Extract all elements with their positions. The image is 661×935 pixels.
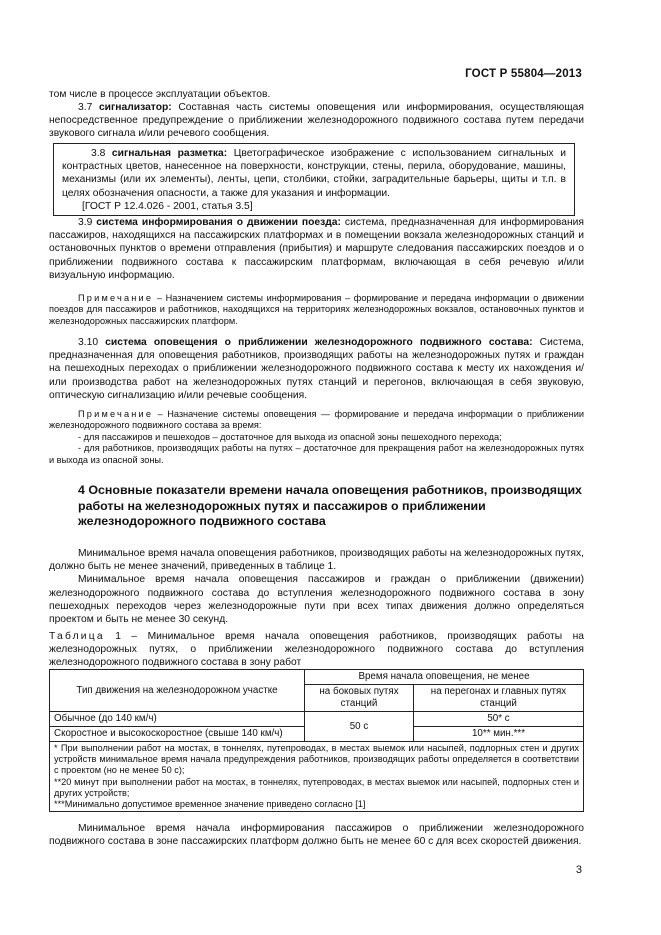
table-1 (49, 669, 584, 812)
note-item: - для пассажиров и пешеходов – достаточное для выхода из опасной зоны пешеходного перехода; (78, 431, 502, 442)
col-header-type: Тип движения на железнодорожном участке (50, 670, 305, 712)
footnote: * При выполнении работ на мостах, в тоннелях, путепроводах, в местах выемок или насыпей, подлорных стен и других устройств минимальное время начала предупреждения работников, производящих работы определяется в соответствии с проектом (но не менее 50 с); (54, 743, 579, 776)
footnote: ***Минимально допустимое временное значение приведено согласно [1] (54, 799, 366, 810)
note-label: Примечание (78, 293, 154, 303)
cell-type: Скоростное и высокоскоростное (свыше 140 км/ч) (50, 727, 305, 742)
def-number: 3.7 (78, 102, 99, 113)
col-header-time: Время начала оповещения, не менее (305, 670, 584, 685)
definition-3-7 (49, 101, 584, 141)
paragraph: Минимальное время начала оповещения работников, производящих работы на железнодорожных путях, должно быть не менее значений, приведенных в таблице 1. (49, 548, 584, 573)
def-term: сигнальная разметка: (111, 148, 228, 159)
section-4-heading (78, 483, 584, 530)
table-header-row (50, 670, 584, 685)
page-number: 3 (575, 864, 582, 876)
section-title: Основные показатели времени начала оповещения работников, производящих работы на железнодорожных путях и пассажиров о приближении железнодорожного подвижного состава (78, 483, 582, 528)
col-header-main: на перегонах и главных путях станций (414, 685, 584, 712)
intro-line (49, 88, 584, 101)
paragraph: Минимальное время начала информирования пассажиров о приближении железнодорожного подвижного состава в зоне пассажирских платформ должно быть не менее 60 с для всех скоростей движения. (49, 823, 584, 848)
def-term: система информирования о движении поезда: (96, 217, 341, 228)
def-text: Составная часть системы оповещения или информирования, осуществляющая непосредственное предупреждение о приближении железнодорожного подвижного состава путем передачи звукового сигнала и/или речевого сообщения. (49, 102, 584, 140)
col-header-side: на боковых путях станций (305, 685, 414, 712)
def-text: система, предназначенная для информирования пассажиров, находящихся на пассажирских платформах и в помещении вокзала железнодорожных станций и остановочных пунктов о времени отправления (прибытия) и маршруте следования пассажирских поездов и о приближении подвижного состава к пассажирским платформам, включающая в себя речевую и/или визуальную информацию. (49, 217, 584, 281)
table-caption: 1 – Минимальное время начала оповещения работников, производящих работы на железнодорожных путях, о приближении железнодорожного подвижного состава до вступления железнодорожного подвижного состава в зону работ (49, 631, 584, 669)
def-text: Цветографическое изображение с использованием сигнальных и контрастных цветов, нанесенное на поверхности, конструкции, стены, перила, оборудование, машины, механизмы (или их элементы), ленты, цепи, столбики, стойки, заградительные барьеры, щиты и т.п. в целях обозначения опасности, а также для указания и информации. (62, 148, 566, 199)
def-text: Система, предназначенная для оповещения работников, производящих работы на железнодорожных путях и граждан на пешеходных переходах о приближении железнодорожного подвижного состава к месту их нахождения и/или производства работ на железнодорожных путях станций и перегонов, включающая в себя звуковую, оптическую сигнализацию и/или речевые сообщения. (49, 337, 584, 401)
note-3-9 (49, 293, 584, 327)
def-number: 3.9 (78, 217, 97, 228)
note-item: - для работников, производящих работы на путях – достаточное для прекращения работ на железнодорожных путях и выхода из опасной зоны. (49, 443, 584, 465)
def-number: 3.8 (91, 148, 112, 159)
def-reference: [ГОСТ Р 12.4.026 - 2001, статья 3.5] (82, 200, 253, 212)
cell-side: 50 с (305, 712, 414, 742)
cell-main: 50* с (414, 712, 584, 727)
definition-3-9 (49, 216, 584, 282)
note-text: – Назначением системы информирования – формирование и передача информации о движении поездов для пассажиров и работников, находящихся на территориях железнодорожных вокзалов, остановочных пунктов и железнодорожных пассажирских платформ. (49, 293, 584, 326)
footnote: **20 минут при выполнении работ на мостах, в тоннелях, путепроводах, в местах выемок или насыпей, подпорных стен и других устройств; (54, 776, 579, 798)
table-footnotes-row (50, 742, 584, 812)
table-footnotes (50, 742, 584, 812)
closing-paragraph (49, 822, 584, 848)
paragraph: Минимальное время начала оповещения пассажиров и граждан о приближении (движении) железнодорожного подвижного состава до вступления железнодорожного подвижного состава в зону пешеходных переходов через железнодорожные пути при всех типах движения должно определяться проектом и быть не менее 30 секунд. (49, 574, 584, 626)
section-4-body (49, 547, 584, 626)
intro-text: том числе в процессе эксплуатации объектов. (49, 89, 271, 100)
note-label: Примечание (78, 409, 154, 419)
section-number: 4 (78, 483, 85, 497)
note-3-10 (49, 409, 584, 466)
def-number: 3.10 (78, 337, 106, 348)
definition-3-8-box (53, 143, 575, 216)
definition-3-10 (49, 336, 584, 402)
def-term: система оповещения о приближении железнодорожного подвижного состава: (105, 337, 533, 348)
cell-main: 10** мин.*** (414, 727, 584, 742)
standard-header: ГОСТ Р 55804—2013 (465, 68, 582, 80)
def-term: сигнализатор: (98, 102, 172, 113)
note-text: – Назначение системы оповещения — формирование и передача информации о приближении железнодорожного подвижного состава за время: (49, 409, 584, 431)
table-row (50, 712, 584, 727)
table-1-caption (49, 630, 584, 670)
table-label: Таблица (49, 631, 105, 642)
cell-type: Обычное (до 140 км/ч) (50, 712, 305, 727)
